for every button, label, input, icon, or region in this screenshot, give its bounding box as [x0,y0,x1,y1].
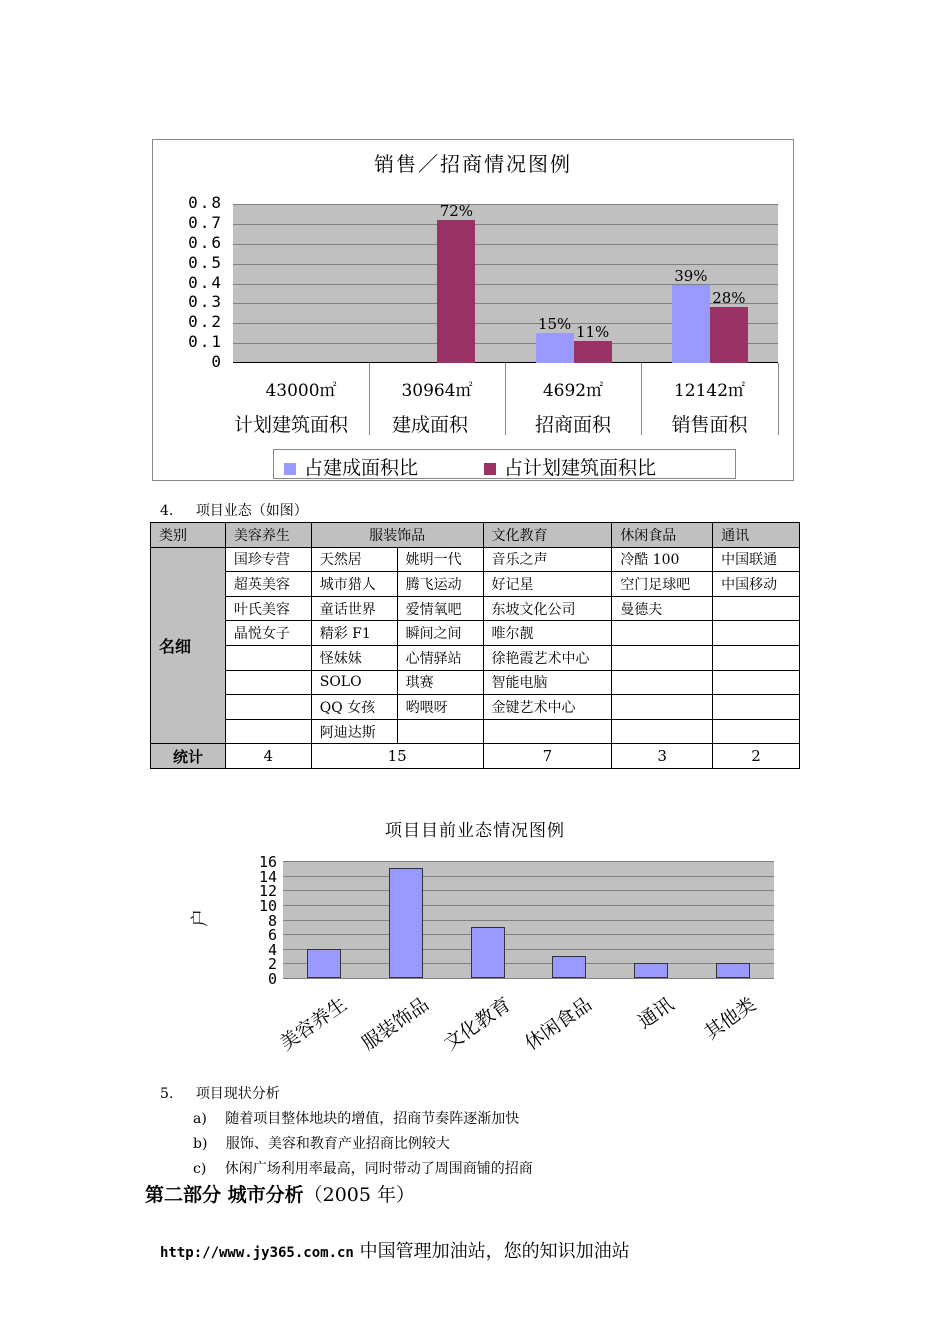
y-tick-label: 0.8 [188,193,223,212]
bar [710,307,748,363]
y-tick-label: 6 [267,926,277,945]
side-label: 名细 [151,547,226,744]
header-cell: 服装饰品 [311,523,483,548]
table-total-row [151,744,800,769]
x-tick-label: 通讯 [634,993,679,1034]
gridline [233,224,778,225]
legend-swatch [484,463,496,475]
bar [307,949,341,978]
table-cell: 腾飞运动 [397,572,483,597]
chart2-plot-area [283,861,774,978]
header-cell: 类别 [151,523,226,548]
section-number: 4. [160,503,174,519]
header-cell: 文化教育 [483,523,612,548]
part2-title: 第二部分 城市分析 [145,1184,304,1206]
legend-item [484,453,656,480]
table-cell: 音乐之声 [483,547,612,572]
bar [437,220,475,363]
table-cell: 姚明一代 [397,547,483,572]
gridline [283,920,774,921]
table-cell [713,695,800,720]
legend-label: 占计划建筑面积比 [504,457,657,479]
y-tick-label: 0.3 [188,292,223,312]
y-tick-label: 0.2 [188,312,223,332]
table-cell: 心情驿站 [397,645,483,670]
y-tick-label: 0.7 [188,212,223,232]
y-tick-label: 10 [258,896,277,915]
table-cell: 唯尔靓 [483,621,612,646]
category-label: 建成面积 [391,414,468,436]
table-cell: 天然居 [311,547,397,572]
total-cell: 4 [225,744,311,769]
table-cell: 琪赛 [397,670,483,695]
gridline [283,876,774,877]
gridline [283,934,774,935]
table-cell: 晶悦女子 [225,621,311,646]
chart2-ylabel: 户 [190,909,211,927]
y-tick-label: 0 [267,970,277,988]
gridline [233,264,778,265]
chart1-legend [273,449,736,479]
bar [574,341,612,363]
y-tick-label: 4 [267,940,277,959]
section5-heading [160,1083,280,1103]
chart1-plot-area [233,201,778,363]
table-cell [713,621,800,646]
table-row [151,547,800,572]
y-tick-label: 0 [211,352,223,371]
table-row [151,645,800,670]
table-cell: QQ 女孩 [311,695,397,720]
x-tick-label: 美容养生 [275,993,351,1055]
total-cell: 3 [612,744,713,769]
table-header-row [151,523,800,548]
category-divider [369,363,370,435]
table-cell: 好记星 [483,572,612,597]
bar [716,963,750,978]
category-label: 销售面积 [671,414,748,436]
table-row [151,621,800,646]
table-cell: 空门足球吧 [612,572,713,597]
gridline [283,861,774,862]
legend-swatch [284,463,296,475]
area-value: 43000㎡ [265,381,337,401]
header-cell: 通讯 [713,523,800,548]
chart1-title: 销售／招商情况图例 [374,152,572,176]
total-label: 统计 [151,744,226,769]
x-tick-label: 其他类 [700,993,760,1045]
x-tick-label: 休闲食品 [521,993,597,1055]
data-label: 72% [439,201,474,220]
table-cell [612,695,713,720]
y-tick-label: 2 [267,955,277,974]
header-cell: 美容养生 [225,523,311,548]
table-cell: 冷酷 100 [612,547,713,572]
table-cell [612,670,713,695]
category-label: 招商面积 [534,414,611,436]
bar [471,927,505,978]
table-cell [713,596,800,621]
chart2-title: 项目目前业态情况图例 [385,821,565,841]
gridline [283,963,774,964]
y-tick-label: 14 [258,867,277,886]
section-number: 5. [160,1086,174,1102]
table-row [151,670,800,695]
gridline [283,890,774,891]
table-cell: 城市猎人 [311,572,397,597]
list-marker: a) [193,1111,207,1127]
gridline [233,244,778,245]
table-cell: 国珍专营 [225,547,311,572]
table-cell [483,719,612,744]
list-item [193,1158,533,1178]
category-divider [641,363,642,435]
table-row [151,572,800,597]
legend-label: 占建成面积比 [304,457,419,479]
data-label: 39% [674,267,708,286]
table-cell [713,670,800,695]
area-value: 4692㎡ [542,381,604,401]
table-cell [397,719,483,744]
table-cell: 爱情氧吧 [397,596,483,621]
bar [634,963,668,978]
table-cell [225,670,311,695]
list-item [193,1108,519,1128]
gridline [283,949,774,950]
table-cell [225,695,311,720]
section-title: 项目现状分析 [195,1086,280,1102]
list-text: 随着项目整体地块的增值，招商节奏阵逐渐加快 [225,1111,520,1127]
total-cell: 2 [713,744,800,769]
part2-year: （2005 年） [303,1184,416,1206]
footer-text: 中国管理加油站，您的知识加油站 [353,1241,630,1262]
y-tick-label: 0.5 [188,252,223,272]
y-tick-label: 12 [258,882,277,901]
header-cell: 休闲食品 [612,523,713,548]
gridline [233,204,778,205]
section-title: 项目业态（如图） [195,503,308,519]
table-cell: SOLO [311,670,397,695]
list-item [193,1133,450,1153]
table-cell: 中国移动 [713,572,800,597]
table-row [151,695,800,720]
table-cell [225,645,311,670]
category-divider [778,363,779,435]
bar [552,956,586,978]
x-tick-label: 服装饰品 [357,993,433,1055]
table-row [151,719,800,744]
table-cell: 阿迪达斯 [311,719,397,744]
table-cell: 东坡文化公司 [483,596,612,621]
table-cell: 超英美容 [225,572,311,597]
list-marker: c) [193,1161,207,1177]
table-cell: 瞬间之间 [397,621,483,646]
footer-link[interactable]: http://www.jy365.com.cn [160,1245,354,1261]
area-value: 12142㎡ [673,381,746,401]
footer [160,1237,630,1263]
table-cell: 童话世界 [311,596,397,621]
gridline [283,905,774,906]
table-row [151,596,800,621]
gridline [283,978,774,979]
business-table [150,522,800,769]
table-cell: 智能电脑 [483,670,612,695]
data-label: 11% [575,323,610,342]
table-cell [612,621,713,646]
table-cell [225,719,311,744]
table-cell: 中国联通 [713,547,800,572]
table-cell: 徐艳霞艺术中心 [483,645,612,670]
table-cell [713,719,800,744]
y-tick-label: 0.4 [188,272,223,292]
y-tick-label: 8 [267,911,277,930]
x-tick-label: 文化教育 [439,993,515,1055]
total-cell: 15 [311,744,483,769]
part2-heading [145,1180,415,1207]
table-cell: 怪妹妹 [311,645,397,670]
bar [389,868,423,978]
y-tick-label: 0.1 [188,332,223,352]
table-cell: 曼德夫 [612,596,713,621]
list-text: 服饰、美容和教育产业招商比例较大 [225,1136,450,1152]
y-tick-label: 16 [258,853,277,871]
table-cell: 哟喂呀 [397,695,483,720]
category-divider [505,363,506,435]
table-cell: 叶氏美容 [225,596,311,621]
data-label: 28% [712,289,746,308]
legend-item [284,453,418,480]
table-cell [612,719,713,744]
total-cell: 7 [483,744,612,769]
y-tick-label: 0.6 [188,232,223,252]
table-cell [713,645,800,670]
data-label: 15% [537,315,572,334]
area-value: 30964㎡ [401,381,473,401]
section4-heading [160,500,308,520]
table-cell: 精彩 F1 [311,621,397,646]
table-cell: 金键艺术中心 [483,695,612,720]
list-text: 休闲广场利用率最高，同时带动了周围商铺的招商 [224,1161,533,1177]
category-label: 计划建筑面积 [233,414,348,436]
table-cell [612,645,713,670]
list-marker: b) [193,1136,208,1152]
